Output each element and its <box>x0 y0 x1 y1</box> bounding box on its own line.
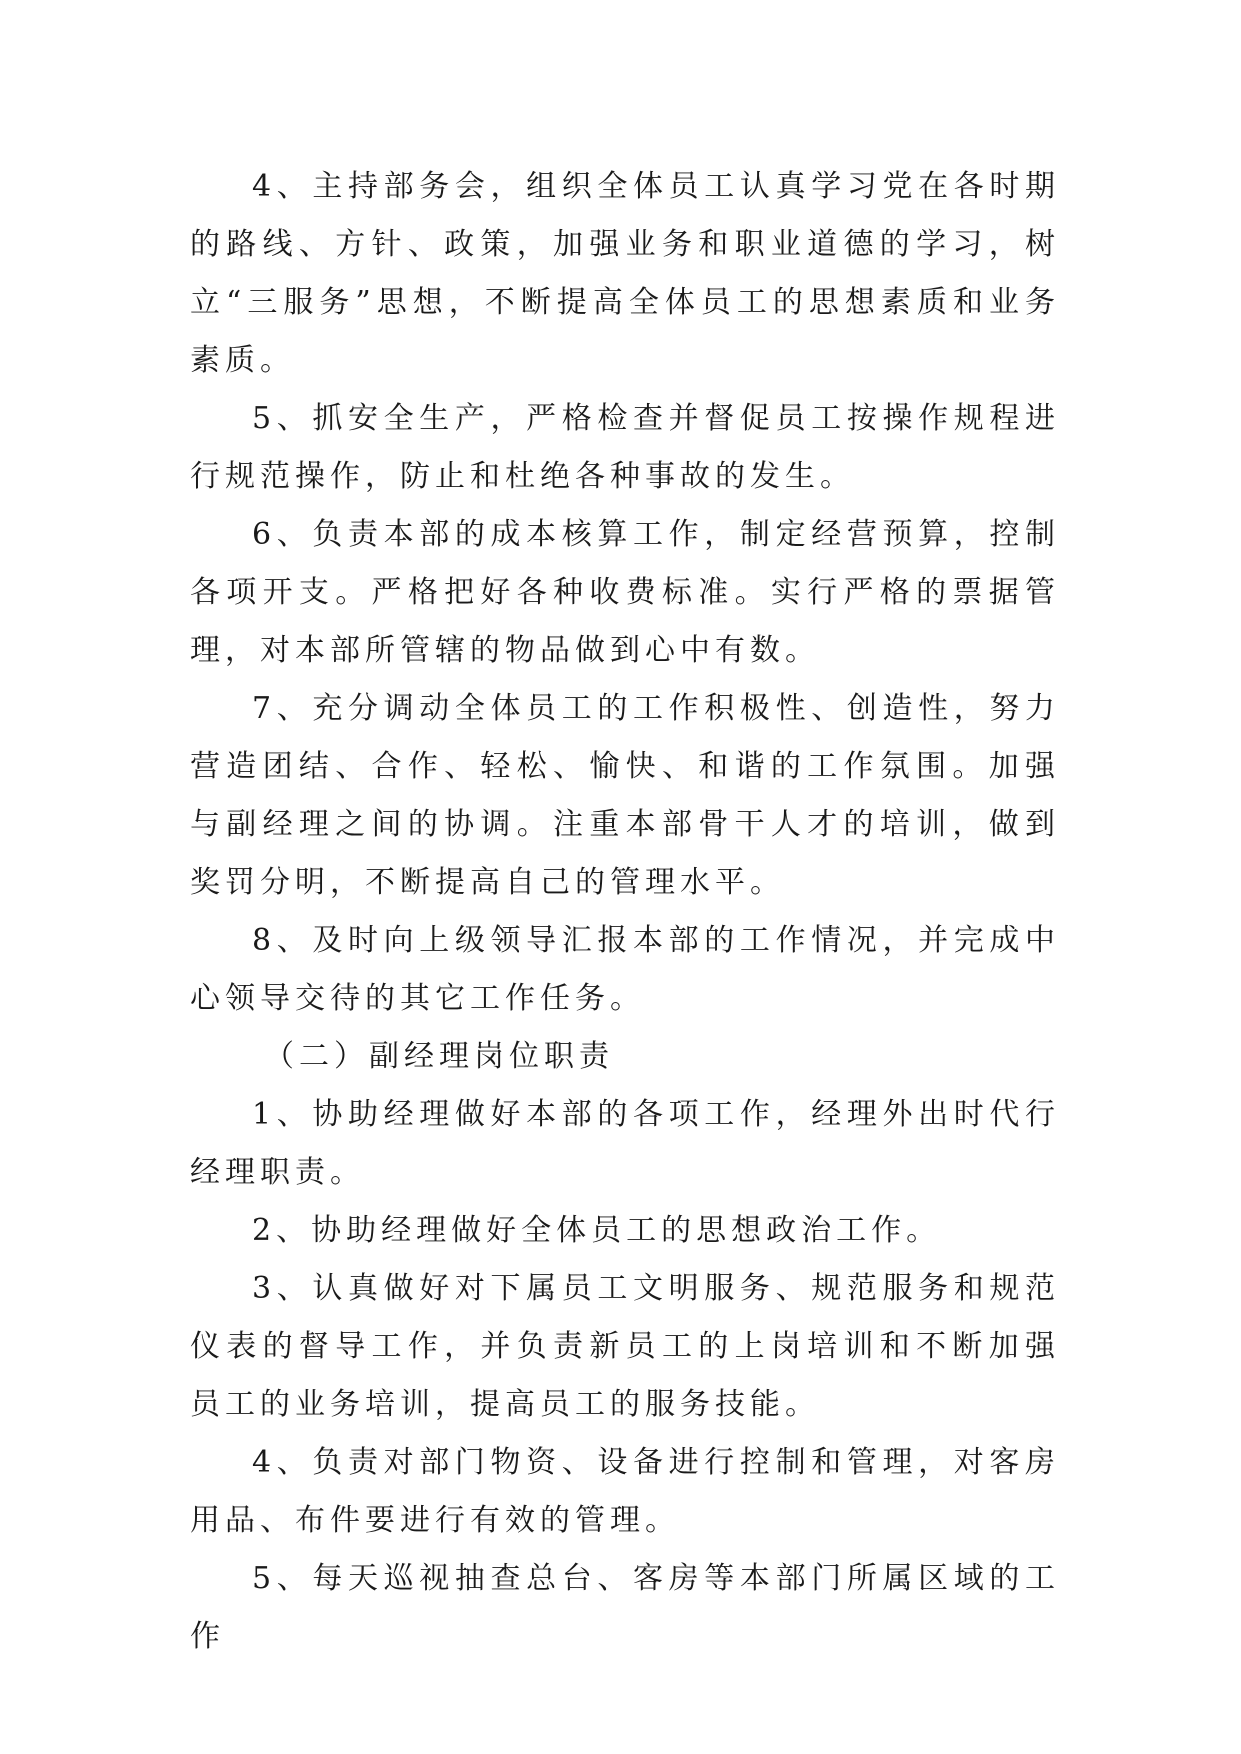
paragraph-item-8: 8、及时向上级领导汇报本部的工作情况，并完成中心领导交待的其它工作任务。 <box>190 923 1060 1016</box>
section-heading: （二）副经理岗位职责 <box>264 1039 614 1074</box>
section-paragraph-1: 1、协助经理做好本部的各项工作，经理外出时代行经理职责。 <box>190 1097 1060 1190</box>
document-body <box>190 158 1060 1666</box>
paragraph-item-4: 4、主持部务会，组织全体员工认真学习党在各时期的路线、方针、政策，加强业务和职业道德的学习，树立“三服务”思想，不断提高全体员工的思想素质和业务素质。 <box>190 169 1060 378</box>
paragraph-item-7: 7、充分调动全体员工的工作积极性、创造性，努力营造团结、合作、轻松、愉快、和谐的工作氛围。加强与副经理之间的协调。注重本部骨干人才的培训，做到奖罚分明，不断提高自己的管理水平。 <box>190 691 1060 900</box>
section-paragraph-4: 4、负责对部门物资、设备进行控制和管理，对客房用品、布件要进行有效的管理。 <box>190 1445 1060 1538</box>
paragraph-item-5: 5、抓安全生产，严格检查并督促员工按操作规程进行规范操作，防止和杜绝各种事故的发生。 <box>190 401 1060 494</box>
paragraph-item-6: 6、负责本部的成本核算工作，制定经营预算，控制各项开支。严格把好各种收费标准。实行严格的票据管理，对本部所管辖的物品做到心中有数。 <box>190 517 1060 668</box>
section-paragraph-5: 5、每天巡视抽查总台、客房等本部门所属区域的工作 <box>190 1561 1060 1654</box>
section-paragraph-2: 2、协助经理做好全体员工的思想政治工作。 <box>252 1213 942 1248</box>
section-paragraph-3: 3、认真做好对下属员工文明服务、规范服务和规范仪表的督导工作，并负责新员工的上岗培训和不断加强员工的业务培训，提高员工的服务技能。 <box>190 1271 1060 1422</box>
